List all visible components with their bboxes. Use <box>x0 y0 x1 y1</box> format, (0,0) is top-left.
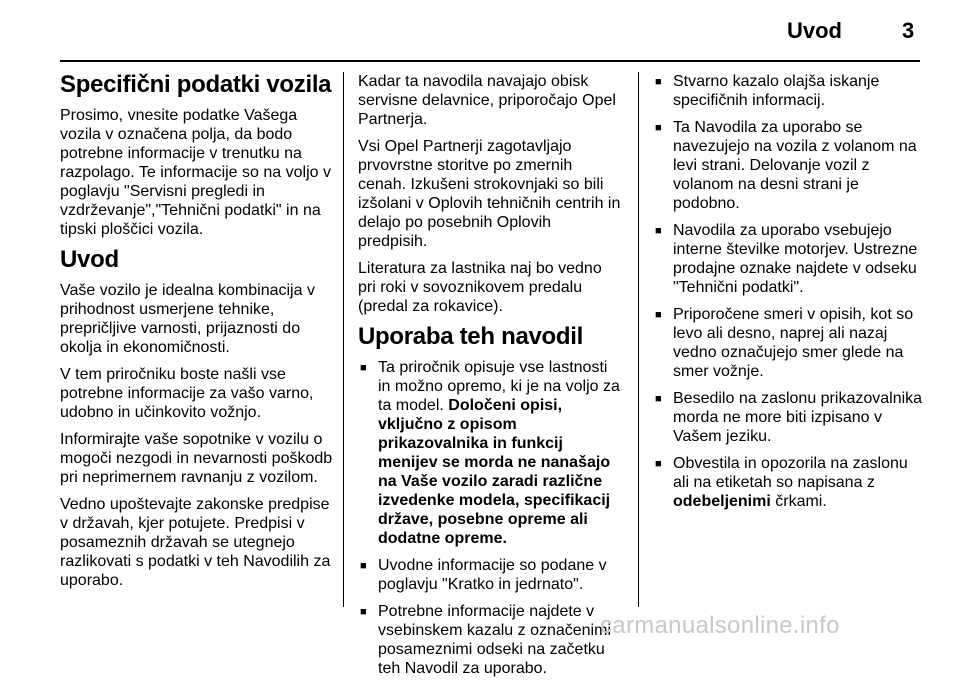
list-item <box>358 358 623 548</box>
paragraph: Kadar ta navodila navajajo obisk servisne delavnice, priporočajo Opel Partnerja. <box>358 73 616 128</box>
watermark: carmanualsonline.info <box>600 612 840 639</box>
list-item <box>653 454 923 511</box>
bullet-icon: ■ <box>360 606 367 618</box>
bullet-icon: ■ <box>655 225 662 237</box>
bullet-icon: ■ <box>360 362 367 374</box>
section-title-vehicle-data: Specifični podatki vozila <box>60 71 332 98</box>
column-divider-2 <box>638 72 639 607</box>
column-divider-1 <box>343 72 344 607</box>
list-item <box>358 556 623 594</box>
list-item <box>653 305 923 381</box>
paragraph: Vedno upoštevajte zakonske predpise v državah, kjer potujete. Predpisi v posameznih državah se utegnejo razlikovati s podatki v teh Navodilih za uporabo. <box>60 496 331 589</box>
list-item-text: Stvarno kazalo olajša iskanje specifičnih informacij. <box>673 73 880 109</box>
paragraph: Prosimo, vnesite podatke Vašega vozila v označena polja, da bodo potrebne informacije v trenutku na razpolago. Te informacije so na voljo v poglavju "Servisni pregledi in vzdrževanje","Tehnični podatki" in na tipski ploščici vozila. <box>60 107 331 238</box>
list-item <box>653 72 923 110</box>
bullet-list <box>653 72 923 511</box>
list-item-text: Ta priročnik opisuje vse lastnosti in možno opremo, ki je na voljo za ta model. <box>378 359 620 414</box>
list-item-bold-text: odebeljenimi <box>673 493 771 510</box>
page-number: 3 <box>902 18 915 43</box>
list-item <box>358 602 623 678</box>
list-item-text: Uvodne informacije so podane v poglavju "Kratko in jedrnato". <box>378 557 607 593</box>
list-item-text: Navodila za uporabo vsebujejo interne številke motorjev. Ustrezne prodajne oznake najdete v odseku "Tehnični podatki". <box>673 222 918 296</box>
page-header <box>0 0 960 60</box>
paragraph: Literatura za lastnika naj bo vedno pri roki v sovoznikovem predalu (predal za rokavice). <box>358 260 602 315</box>
bullet-icon: ■ <box>655 122 662 134</box>
list-item-text: Besedilo na zaslonu prikazovalnika morda ne more biti izpisano v Vašem jeziku. <box>673 390 923 445</box>
bullet-icon: ■ <box>360 560 367 572</box>
header-divider <box>60 60 920 62</box>
column-left <box>60 72 335 598</box>
list-item-text: Obvestila in opozorila na zaslonu ali na etiketah so napisana z <box>673 455 908 491</box>
list-item-text: Potrebne informacije najdete v vsebinskem kazalu z označenimi posameznimi odseki na začetku teh Navodil za uporabo. <box>378 603 611 677</box>
bullet-icon: ■ <box>655 309 662 321</box>
bullet-icon: ■ <box>655 76 662 88</box>
section-title-intro: Uvod <box>60 246 119 273</box>
list-item-text-tail: črkami. <box>770 493 827 510</box>
bullet-icon: ■ <box>655 393 662 405</box>
section-title-usage: Uporaba teh navodil <box>358 323 583 350</box>
list-item <box>653 221 923 297</box>
list-item <box>653 118 923 213</box>
list-item-bold-text: Določeni opisi, vključno z opisom prikazovalnika in funkcij menijev se morda ne nanašajo na Vaše vozilo zaradi različne izvedenke modela, specifikacij države, posebne opreme ali dodatne opreme. <box>378 397 611 547</box>
paragraph: V tem priročniku boste našli vse potrebne informacije za vašo varno, udobno in učinkovito vožnjo. <box>60 366 314 421</box>
bullet-list <box>358 358 623 678</box>
column-right <box>653 72 923 519</box>
list-item-text: Priporočene smeri v opisih, kot so levo ali desno, naprej ali nazaj vedno označujejo smer glede na smer vožnje. <box>673 306 914 380</box>
paragraph: Vsi Opel Partnerji zagotavljajo prvovrstne storitve po zmernih cenah. Izkušeni strokovnjaki so bili izšolani v Oplovih tehničnih centrih in delajo po posebnih Oplovih predpisih. <box>358 138 621 250</box>
paragraph: Informirajte vaše sopotnike v vozilu o mogoči nezgodi in nevarnosti poškodb pri neprimernem ravnanju z vozilom. <box>60 431 333 486</box>
paragraph: Vaše vozilo je idealna kombinacija v prihodnost usmerjene tehnike, prepričljive varnosti, prijaznosti do okolja in ekonomičnosti. <box>60 282 315 356</box>
bullet-icon: ■ <box>655 458 662 470</box>
list-item <box>653 389 923 446</box>
list-item-text: Ta Navodila za uporabo se navezujejo na vozila z volanom na levi strani. Delovanje vozil z volanom na desni strani je podobno. <box>673 119 917 212</box>
column-middle <box>358 72 623 686</box>
page-title: Uvod <box>787 18 842 43</box>
